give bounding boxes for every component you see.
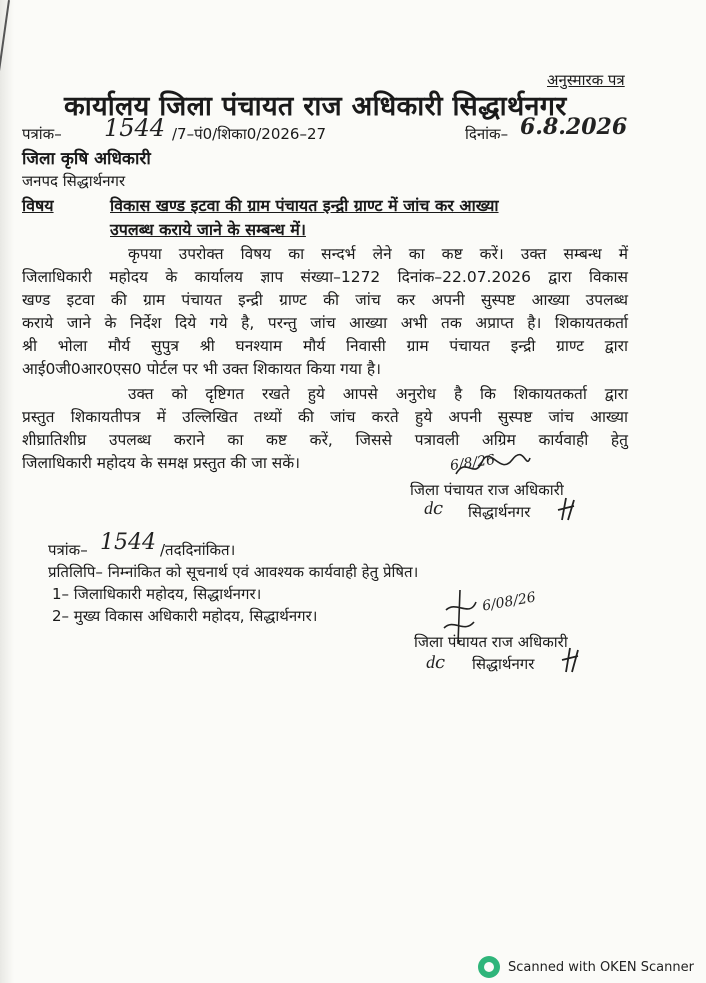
- copy-ref-label: पत्रांक–: [48, 541, 88, 559]
- signature-2-title: जिला पंचायत राज अधिकारी: [414, 633, 568, 651]
- ref-label: पत्रांक–: [22, 125, 62, 143]
- page-edge: [0, 0, 14, 983]
- body-p1-line-6: आई0जी0आर0एस0 पोर्टल पर भी उक्त शिकायत किया गया है।: [22, 360, 381, 378]
- recipient-name: जिला कृषि अधिकारी: [22, 149, 151, 169]
- copy-intro: प्रतिलिपि– निम्नांकित को सूचनार्थ एवं आवश्यक कार्यवाही हेतु प्रेषित।: [48, 563, 419, 581]
- subject-label: विषय: [22, 196, 54, 215]
- initials-2-mark: [560, 646, 582, 674]
- body-p1-line-4: कराये जाने के निर्देश दिये गये है, परन्तु जांच आख्या अभी तक अप्राप्त है। शिकायतकर्ता: [22, 314, 628, 332]
- copy-item-1: 1– जिलाधिकारी महोदय, सिद्धार्थनगर।: [52, 585, 262, 603]
- copy-item-2: 2– मुख्य विकास अधिकारी महोदय, सिद्धार्थनगर।: [52, 607, 318, 625]
- body-p2-line-2: प्रस्तुत शिकायतीपत्र में उल्लिखित तथ्यों की जांच करते हुये अपनी सुस्पष्ट जांच आख्या: [22, 408, 628, 426]
- scanner-text: Scanned with OKEN Scanner: [508, 959, 694, 975]
- signature-1-title: जिला पंचायत राज अधिकारी: [410, 481, 564, 499]
- signature-1-place: सिद्धार्थनगर: [468, 503, 531, 521]
- ref-suffix: /7–पं0/शिका0/2026–27: [172, 125, 327, 143]
- initials-2: ԁс: [426, 652, 446, 673]
- subject-line-1: विकास खण्ड इटवा की ग्राम पंचायत इन्द्री ग्राण्ट में जांच कर आख्या: [110, 196, 499, 215]
- initials-1: ԁс: [424, 498, 444, 519]
- body-p1-line-2: जिलाधिकारी महोदय के कार्यालय ज्ञाप संख्या–1272 दिनांक–22.07.2026 द्वारा विकास: [22, 268, 628, 286]
- scanner-footer: [478, 956, 694, 978]
- recipient-place: जनपद सिद्धार्थनगर: [22, 172, 126, 190]
- signature-1-scribble: [452, 452, 532, 482]
- copy-note: अनुस्मारक पत्र: [547, 71, 625, 89]
- body-p1-line-5: श्री भोला मौर्य सुपुत्र श्री घनश्याम मौर्य निवासी ग्राम पंचायत इन्द्री ग्राण्ट द्वारा: [22, 337, 628, 355]
- initials-1-mark: [556, 496, 578, 522]
- date-handwritten: 6.8.2026: [520, 114, 628, 140]
- ref-number-handwritten: 1544: [104, 114, 166, 142]
- signature-2-place: सिद्धार्थनगर: [472, 655, 535, 673]
- body-p2-line-1: उक्त को दृष्टिगत रखते हुये आपसे अनुरोध है कि शिकायतकर्ता द्वारा: [128, 385, 628, 403]
- body-p2-line-4: जिलाधिकारी महोदय के समक्ष प्रस्तुत की जा सकें।: [22, 454, 301, 472]
- scanner-logo-icon: [478, 956, 500, 978]
- copy-ref-number-handwritten: 1544: [100, 530, 156, 555]
- copy-ref-suffix: /तददिनांकित।: [160, 541, 236, 559]
- signature-2-date-scrawl: 6/08/26: [481, 589, 537, 615]
- subject-line-2: उपलब्ध कराये जाने के सम्बन्ध में।: [110, 220, 306, 239]
- body-p1-line-3: खण्ड इटवा की ग्राम पंचायत इन्द्री ग्राण्ट की जांच कर अपनी सुस्पष्ट आख्या उपलब्ध: [22, 291, 628, 309]
- office-title: कार्यालय जिला पंचायत राज अधिकारी सिद्धार्थनगर: [64, 91, 567, 122]
- date-label: दिनांक–: [465, 125, 509, 143]
- signature-1-date-scrawl: 6/8/26: [449, 451, 496, 475]
- body-p2-line-3: शीघ्रातिशीघ्र उपलब्ध कराने का कष्ट करें, जिससे पत्रावली अग्रिम कार्यवाही हेतु: [22, 431, 628, 449]
- body-p1-line-1: कृपया उपरोक्त विषय का सन्दर्भ लेने का कष्ट करें। उक्त सम्बन्ध में: [128, 245, 628, 263]
